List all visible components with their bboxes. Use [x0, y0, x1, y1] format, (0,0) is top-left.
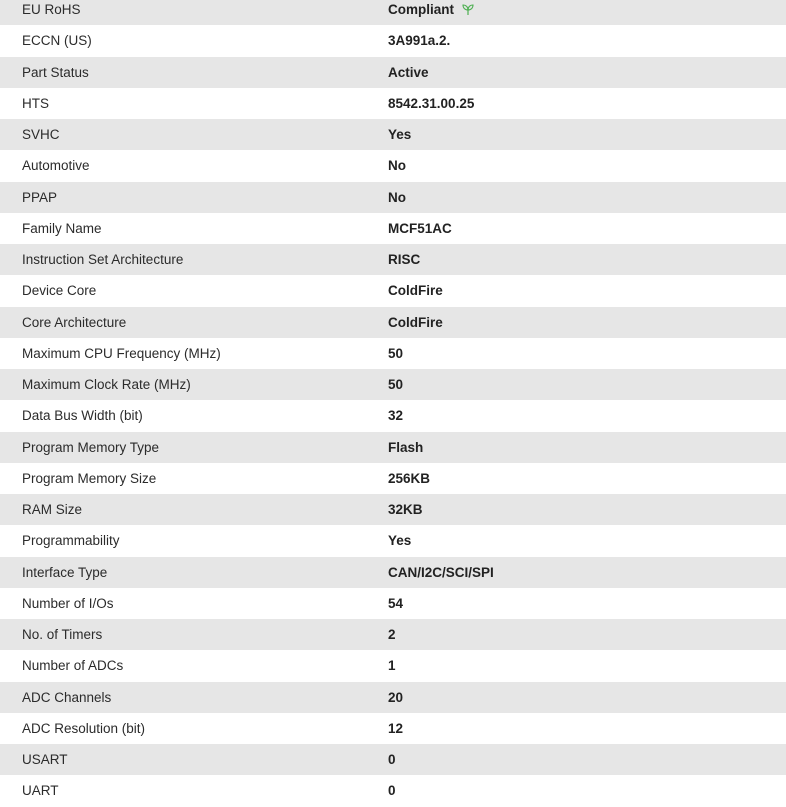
- spec-value: [388, 158, 786, 173]
- spec-value-text: ColdFire: [388, 314, 443, 330]
- spec-value-text: 3A991a.2.: [388, 33, 451, 49]
- spec-value-text: CAN/I2C/SCI/SPI: [388, 564, 494, 580]
- spec-value: [388, 65, 786, 80]
- spec-value-text: 54: [388, 595, 404, 611]
- spec-label: UART: [22, 783, 59, 799]
- spec-value: [388, 377, 786, 392]
- spec-label: Interface Type: [22, 564, 108, 580]
- spec-value-text: MCF51AC: [388, 220, 452, 236]
- spec-value: [388, 533, 786, 548]
- spec-label: Programmability: [22, 533, 120, 549]
- spec-row: [0, 619, 786, 650]
- spec-row: [0, 338, 786, 369]
- spec-value-text: Yes: [388, 127, 412, 143]
- spec-row: [0, 588, 786, 619]
- spec-value: [388, 565, 786, 580]
- spec-value: [388, 596, 786, 611]
- spec-value: [388, 315, 786, 330]
- spec-label: Automotive: [22, 158, 90, 174]
- spec-row: [0, 25, 786, 56]
- spec-row: [0, 0, 786, 25]
- spec-value: [388, 721, 786, 736]
- spec-value: [388, 346, 786, 361]
- spec-value-text: 32KB: [388, 502, 423, 518]
- spec-label: PPAP: [22, 189, 58, 205]
- spec-label: Number of I/Os: [22, 595, 114, 611]
- spec-value: [388, 783, 786, 798]
- spec-label: HTS: [22, 95, 49, 111]
- spec-value: [388, 408, 786, 423]
- spec-row: [0, 88, 786, 119]
- spec-value-text: RISC: [388, 252, 421, 268]
- spec-label: RAM Size: [22, 502, 83, 518]
- spec-row: [0, 213, 786, 244]
- spec-label: Maximum CPU Frequency (MHz): [22, 345, 221, 361]
- spec-row: [0, 557, 786, 588]
- spec-value: [388, 252, 786, 267]
- spec-value-text: 20: [388, 689, 404, 705]
- spec-row: [0, 682, 786, 713]
- spec-value-text: Compliant: [388, 2, 454, 18]
- spec-label: Program Memory Size: [22, 470, 157, 486]
- spec-row: [0, 400, 786, 431]
- spec-label: Number of ADCs: [22, 658, 124, 674]
- spec-label: Data Bus Width (bit): [22, 408, 143, 424]
- spec-value: [388, 502, 786, 517]
- spec-value-text: 50: [388, 377, 404, 393]
- spec-label: EU RoHS: [22, 2, 81, 18]
- spec-label: Core Architecture: [22, 314, 127, 330]
- spec-value: [388, 658, 786, 673]
- spec-label: Program Memory Type: [22, 439, 160, 455]
- spec-value: [388, 221, 786, 236]
- spec-label: Maximum Clock Rate (MHz): [22, 377, 191, 393]
- spec-row: [0, 307, 786, 338]
- spec-value-text: Yes: [388, 533, 412, 549]
- spec-row: [0, 275, 786, 306]
- spec-row: [0, 494, 786, 525]
- spec-value-text: 12: [388, 720, 404, 736]
- spec-row: [0, 713, 786, 744]
- spec-value-text: Active: [388, 64, 429, 80]
- spec-value: [388, 440, 786, 455]
- spec-label: ADC Resolution (bit): [22, 720, 146, 736]
- spec-value: [388, 127, 786, 142]
- spec-value-text: 32: [388, 408, 404, 424]
- spec-row: [0, 119, 786, 150]
- spec-value: [388, 627, 786, 642]
- spec-value: [388, 471, 786, 486]
- spec-row: [0, 744, 786, 775]
- spec-value-text: Flash: [388, 439, 424, 455]
- spec-value: [388, 2, 786, 17]
- spec-value: [388, 190, 786, 205]
- spec-value: [388, 283, 786, 298]
- spec-row: [0, 463, 786, 494]
- spec-value: [388, 690, 786, 705]
- spec-value-text: 50: [388, 345, 404, 361]
- spec-label: Family Name: [22, 220, 102, 236]
- spec-row: [0, 369, 786, 400]
- spec-label: Device Core: [22, 283, 97, 299]
- spec-value: [388, 33, 786, 48]
- spec-label: Instruction Set Architecture: [22, 252, 184, 268]
- spec-row: [0, 244, 786, 275]
- spec-label: ADC Channels: [22, 689, 112, 705]
- spec-value-text: 0: [388, 752, 396, 768]
- spec-value-text: ColdFire: [388, 283, 443, 299]
- spec-value: [388, 752, 786, 767]
- spec-label: USART: [22, 752, 68, 768]
- spec-value-text: 2: [388, 627, 396, 643]
- spec-row: [0, 525, 786, 556]
- spec-value-text: 0: [388, 783, 396, 799]
- spec-value: [388, 96, 786, 111]
- spec-label: No. of Timers: [22, 627, 103, 643]
- spec-value-text: No: [388, 158, 406, 174]
- spec-value-text: 1: [388, 658, 396, 674]
- spec-label: SVHC: [22, 127, 60, 143]
- spec-row: [0, 775, 786, 806]
- spec-value-text: No: [388, 189, 406, 205]
- spec-label: ECCN (US): [22, 33, 92, 49]
- spec-row: [0, 150, 786, 181]
- spec-row: [0, 57, 786, 88]
- leaf-icon: [461, 3, 475, 17]
- spec-row: [0, 650, 786, 681]
- spec-label: Part Status: [22, 64, 89, 80]
- spec-row: [0, 182, 786, 213]
- spec-row: [0, 432, 786, 463]
- spec-value-text: 256KB: [388, 470, 431, 486]
- spec-value-text: 8542.31.00.25: [388, 95, 475, 111]
